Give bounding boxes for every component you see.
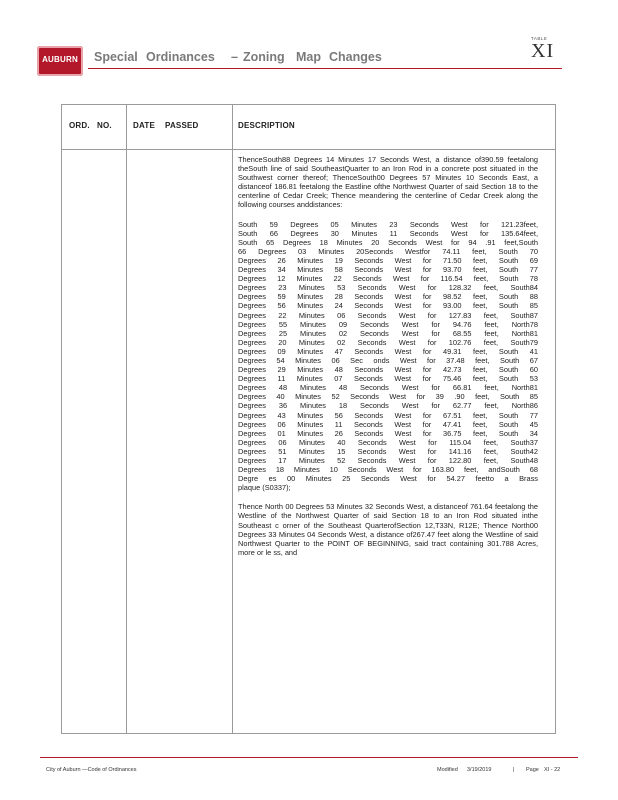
table-number: XI <box>531 40 555 62</box>
course-line: Degrees 11 Minutes 07 Seconds West for 75.46 feet, South 53 <box>238 374 538 384</box>
course-line: Degrees 56 Minutes 24 Seconds West for 93.00 feet, South 85 <box>238 301 538 311</box>
auburn-logo <box>37 46 83 76</box>
footer-code-name: City of Auburn —Code of Ordinances <box>46 767 137 773</box>
course-line: Degrees 18 Minutes 10 Seconds West for 163.80 feet, andSouth 68 <box>238 465 538 475</box>
course-line: South 65 Degrees 18 Minutes 20 Seconds West for 94 .91 feet,South <box>238 237 538 247</box>
footer-separator: | <box>513 767 515 773</box>
course-line: Degrees 06 Minutes 11 Seconds West for 47.41 feet, South 45 <box>238 419 538 429</box>
table-label: TABLE <box>531 36 548 41</box>
col-header-description: DESCRIPTION <box>238 121 295 130</box>
column-divider-1 <box>126 104 127 734</box>
course-line: Degrees 54 Minutes 06 Sec onds West for 37.48 feet, South 67 <box>238 355 538 365</box>
course-line: Degre es 00 Minutes 25 Seconds West for 54.27 feetto a Brass <box>238 474 538 484</box>
course-line: Degrees 17 Minutes 52 Seconds West for 122.80 feet, South48 <box>238 456 538 465</box>
footer-modified-date: 3/19/2019 <box>467 767 492 773</box>
course-line: 66 Degrees 03 Minutes 20Seconds Westfor 74.11 feet, South 70 <box>238 246 538 256</box>
course-line: South 59 Degrees 05 Minutes 23 Seconds West for 121.23feet, <box>238 219 538 229</box>
course-line: Degrees 20 Minutes 02 Seconds West for 102.76 feet, South79 <box>238 337 538 347</box>
description-paragraph-3: Thence North 00 Degrees 53 Minutes 32 Seconds West, a distanceof 761.64 feetalong the Westline of the Northwest Quarter of said Section 18 to an Iron Rod situated inthe Southeast c orner of the Southeast QuarterofSection 12,T33N, R12E; Thence North00 Degrees 33 Minutes 04 Seconds West, a distance of267.47 feet along the Westline of said Northwest Quarter to the POINT OF BEGINNING, said tract containing 301.788 Acres, more or le ss, and <box>238 502 538 557</box>
description-cell <box>238 155 538 557</box>
course-line: Degrees 26 Minutes 19 Seconds West for 71.50 feet, South 69 <box>238 255 538 265</box>
course-line: Degrees 40 Minutes 52 Seconds West for 39 .90 feet, South 85 <box>238 392 538 402</box>
title-word-map: Map <box>296 50 321 64</box>
course-line: Degrees 22 Minutes 06 Seconds West for 127.83 feet, South87 <box>238 310 538 320</box>
footer-page-number: XI - 22 <box>544 767 561 773</box>
course-line: Degrees 36 Minutes 18 Seconds West for 62.77 feet, North86 <box>238 401 538 411</box>
column-divider-2 <box>232 104 233 734</box>
title-word-ordinances: Ordinances <box>146 50 215 64</box>
footer-page-label: Page <box>526 767 539 773</box>
course-line: Degrees 06 Minutes 40 Seconds West for 115.04 feet, South37 <box>238 437 538 447</box>
course-line: Degrees 43 Minutes 56 Seconds West for 67.51 feet, South 77 <box>238 410 538 420</box>
course-line: South 66 Degrees 30 Minutes 11 Seconds West for 135.64feet, <box>238 228 538 238</box>
title-word-special: Special <box>94 50 138 64</box>
course-line: Degrees 29 Minutes 48 Seconds West for 42.73 feet, South 60 <box>238 365 538 375</box>
table-header-divider <box>61 149 556 150</box>
course-line: Degrees 09 Minutes 47 Seconds West for 49.31 feet, South 41 <box>238 346 538 356</box>
description-courses <box>238 220 538 493</box>
course-line: Degrees 51 Minutes 15 Seconds West for 141.16 feet, South42 <box>238 446 538 456</box>
col-header-passed: PASSED <box>165 121 199 130</box>
title-word-changes: Changes <box>329 50 382 64</box>
col-header-ord: ORD. <box>69 121 90 130</box>
col-header-date: DATE <box>133 121 155 130</box>
course-line: plaque (S0337); <box>238 483 291 493</box>
logo-text: AUBURN <box>42 55 78 64</box>
course-line: Degrees 25 Minutes 02 Seconds West for 68.55 feet, North81 <box>238 328 538 338</box>
title-dash: – <box>231 50 238 64</box>
course-line: Degrees 01 Minutes 26 Seconds West for 36.75 feet, South 34 <box>238 428 538 438</box>
course-line: Degrees 12 Minutes 22 Seconds West for 116.54 feet, South 78 <box>238 274 538 284</box>
course-line: Degrees 55 Minutes 09 Seconds West for 94.76 feet, North78 <box>238 319 538 329</box>
header-rule <box>88 68 562 69</box>
footer-rule <box>40 757 578 758</box>
course-line: Degrees 48 Minutes 48 Seconds West for 66.81 feet, North81 <box>238 383 538 393</box>
course-line: Degrees 59 Minutes 28 Seconds West for 98.52 feet, South 88 <box>238 292 538 302</box>
footer-modified-label: Modified <box>437 767 458 773</box>
title-word-zoning: Zoning <box>243 50 285 64</box>
course-line: Degrees 34 Minutes 58 Seconds West for 93.70 feet, South 77 <box>238 265 538 275</box>
course-line: Degrees 23 Minutes 53 Seconds West for 128.32 feet, South84 <box>238 283 538 293</box>
description-paragraph-1: ThenceSouth88 Degrees 14 Minutes 17 Seconds West, a distance of390.59 feetalong theSouth line of said SoutheastQuarter to an Iron Rod in a concrete post situated in the Southwest corner thereof; ThenceSouth00 Degrees 57 Minutes 10 Seconds East, a distanceof 186.81 feetalong the Eastline ofthe Northwest Quarter of said Section 18 to the centerline of Cedar Creek; Thence meandering the centerline of Cedar Creek along the following courses anddistances: <box>238 155 538 210</box>
col-header-no: NO. <box>97 121 112 130</box>
